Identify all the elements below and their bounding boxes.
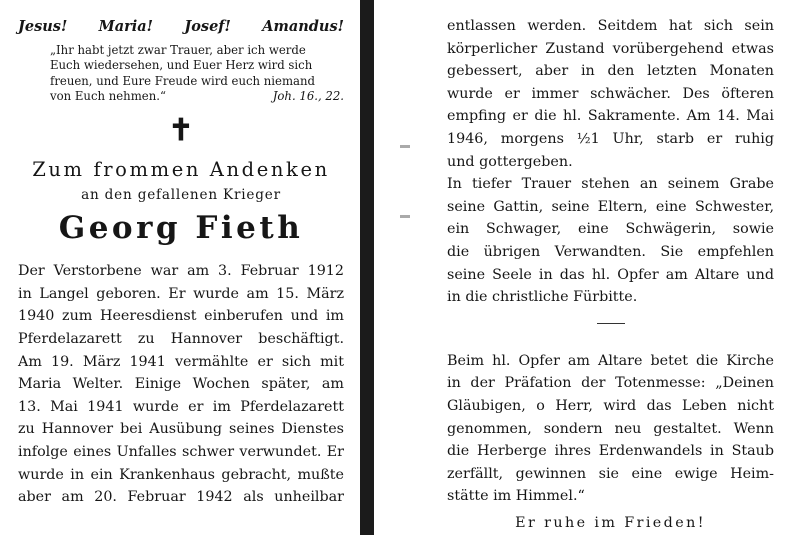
text-line: seine Seele in das hl. Opfer am Altare und (447, 266, 774, 283)
deceased-name: Georg Fieth (58, 210, 304, 247)
text-line: die übrigen Verwandten. Sie empfehlen (447, 243, 774, 260)
text-line: zerfällt, gewinnen sie eine ewige Heim- (447, 465, 774, 482)
fold-mark (400, 215, 410, 218)
text-line: infolge eines Unfalles schwer verwundet. Er (18, 443, 344, 460)
text-line: genommen, sondern neu gestaltet. Wenn (447, 420, 774, 437)
text-line: empfing er die hl. Sakramente. Am 14. Mai (447, 108, 774, 125)
death-paragraph (447, 15, 774, 173)
quote-reference: Joh. 16., 22. (272, 88, 344, 103)
cross-icon: ✝ (168, 113, 194, 149)
text-line: Pferdelazarett zu Hannover beschäftigt. (18, 330, 344, 347)
text-line: Maria Welter. Einige Wochen später, am (18, 376, 344, 393)
text-line: Der Verstorbene war am 3. Februar 1912 (18, 263, 344, 280)
memorial-title: Zum frommen Andenken (32, 158, 330, 182)
quote-line: freuen, und Eure Freude wird euch niemand (50, 73, 316, 88)
text-line: 1940 zum Heeresdienst einberufen und im (18, 308, 344, 325)
text-line: entlassen werden. Seitdem hat sich sein (447, 18, 774, 34)
right-page (422, 0, 788, 535)
text-line: aber am 20. Februar 1942 als unheilbar (18, 489, 344, 506)
text-line: gebessert, aber in den letzten Monaten (447, 63, 774, 80)
closing-blessing: Er ruhe im Frieden! (515, 514, 706, 531)
text-line: seine Gattin, seine Eltern, eine Schwester, (447, 198, 774, 215)
text-line: ein Schwager, eine Schwägerin, sowie (447, 221, 774, 238)
text-line: wurde er immer schwächer. Des öfteren (447, 85, 774, 102)
invocation-word: Amandus! (262, 18, 344, 35)
invocation-word: Maria! (98, 18, 154, 35)
bible-quote (50, 43, 344, 104)
text-line: Gläubigen, o Herr, wird das Leben nicht (447, 397, 774, 414)
text-line: 13. Mai 1941 wurde er im Pferdelazarett (18, 398, 344, 415)
quote-line: „Ihr habt jetzt zwar Trauer, aber ich werde (50, 43, 306, 57)
section-divider (597, 323, 625, 324)
text-line: In tiefer Trauer stehen an seinem Grabe (447, 176, 774, 193)
text-line: die Herberge ihres Erdenwandels in Staub (447, 443, 774, 460)
invocation-header (18, 18, 344, 36)
text-line: körperlicher Zustand vorübergehend etwas (447, 40, 774, 57)
text-line: 1946, morgens ½1 Uhr, starb er ruhig (447, 130, 774, 147)
left-page (0, 0, 360, 535)
biography-text (18, 260, 344, 509)
fold-mark (400, 145, 410, 148)
text-line: zu Hannover bei Ausübung seines Dienstes (18, 421, 344, 438)
mourners-paragraph (447, 173, 774, 309)
card-fold (360, 0, 422, 535)
text-line: stätte im Himmel.“ (447, 488, 585, 505)
text-line: in die christliche Fürbitte. (447, 289, 638, 306)
text-line: wurde in ein Krankenhaus gebracht, mußte (18, 466, 344, 483)
text-line: Beim hl. Opfer am Altare betet die Kirche (447, 352, 774, 369)
text-line: in Langel geboren. Er wurde am 15. März (18, 285, 344, 302)
memorial-subtitle: an den gefallenen Krieger (81, 187, 281, 204)
quote-line: von Euch nehmen.“ (50, 88, 166, 103)
fold-shadow (360, 0, 374, 535)
invocation-word: Jesus! (18, 18, 68, 35)
text-line: in der Präfation der Totenmesse: „Deinen (447, 375, 774, 392)
invocation-word: Josef! (184, 18, 231, 35)
preface-paragraph (447, 350, 774, 508)
text-line: Am 19. März 1941 vermählte er sich mit (18, 353, 344, 370)
quote-line: Euch wiedersehen, und Euer Herz wird sich (50, 58, 313, 73)
text-line: und gottergeben. (447, 153, 573, 170)
quote-line-last (50, 89, 344, 104)
